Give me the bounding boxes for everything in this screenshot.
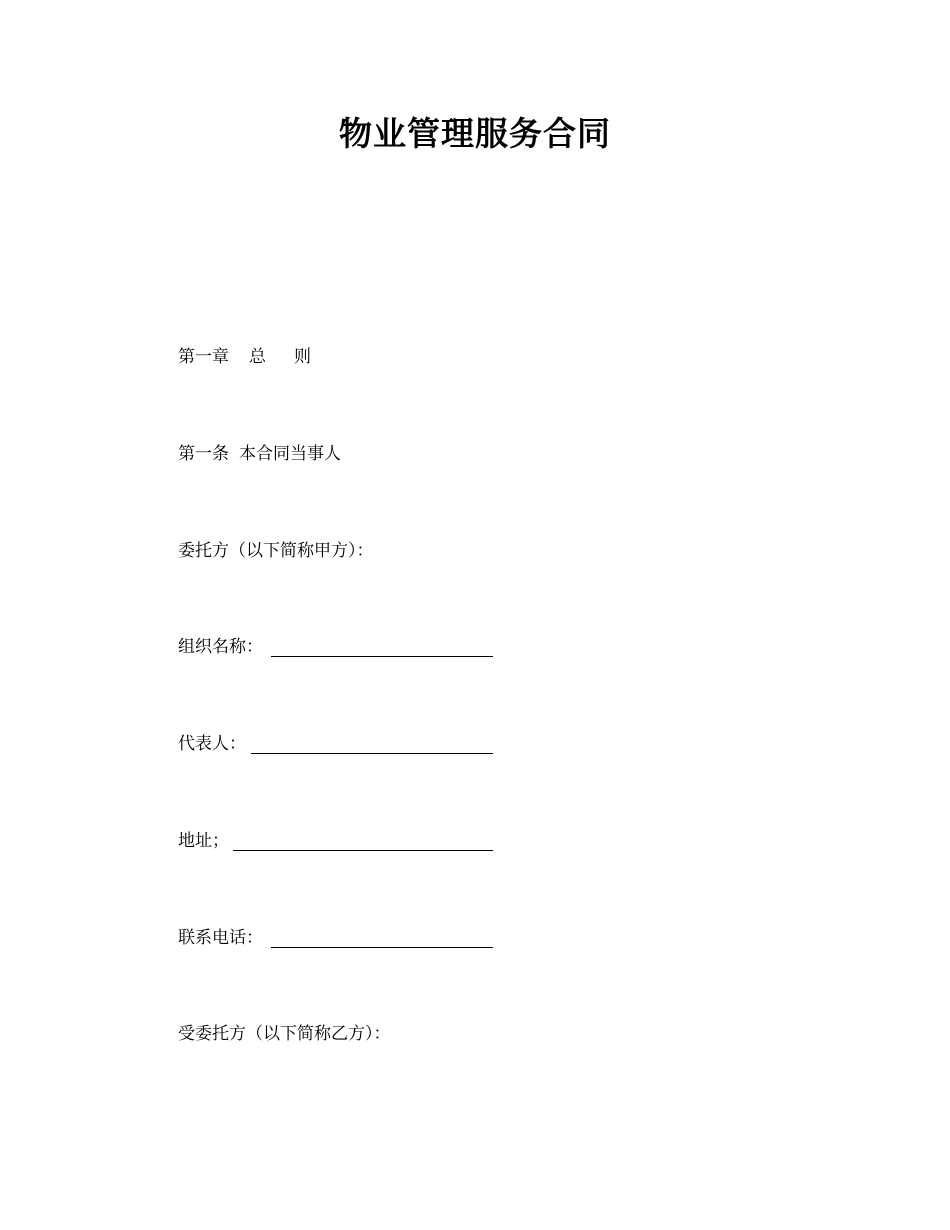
document-title: 物业管理服务合同 — [339, 114, 611, 153]
representative-label: 代表人： — [178, 734, 246, 754]
article-heading — [178, 442, 341, 466]
organization-name-field — [178, 635, 263, 659]
chapter-number: 第一章 — [178, 347, 229, 367]
party-b-heading: 受委托方（以下简称乙方）： — [178, 1024, 391, 1044]
organization-name-blank[interactable] — [271, 656, 493, 657]
chapter-title-part-2: 则 — [294, 347, 311, 367]
organization-name-label: 组织名称： — [178, 637, 263, 657]
phone-blank[interactable] — [271, 947, 493, 948]
representative-field — [178, 732, 246, 756]
address-field — [178, 829, 229, 853]
chapter-heading — [178, 345, 311, 369]
phone-label: 联系电话： — [178, 928, 263, 948]
article-number: 第一条 — [178, 444, 229, 464]
party-a-heading: 委托方（以下简称甲方）： — [178, 541, 374, 561]
chapter-title-part-1: 总 — [249, 347, 266, 367]
address-label: 地址； — [178, 831, 229, 851]
article-title: 本合同当事人 — [239, 444, 341, 464]
representative-blank[interactable] — [251, 753, 493, 754]
phone-field — [178, 926, 263, 950]
address-blank[interactable] — [233, 850, 493, 851]
